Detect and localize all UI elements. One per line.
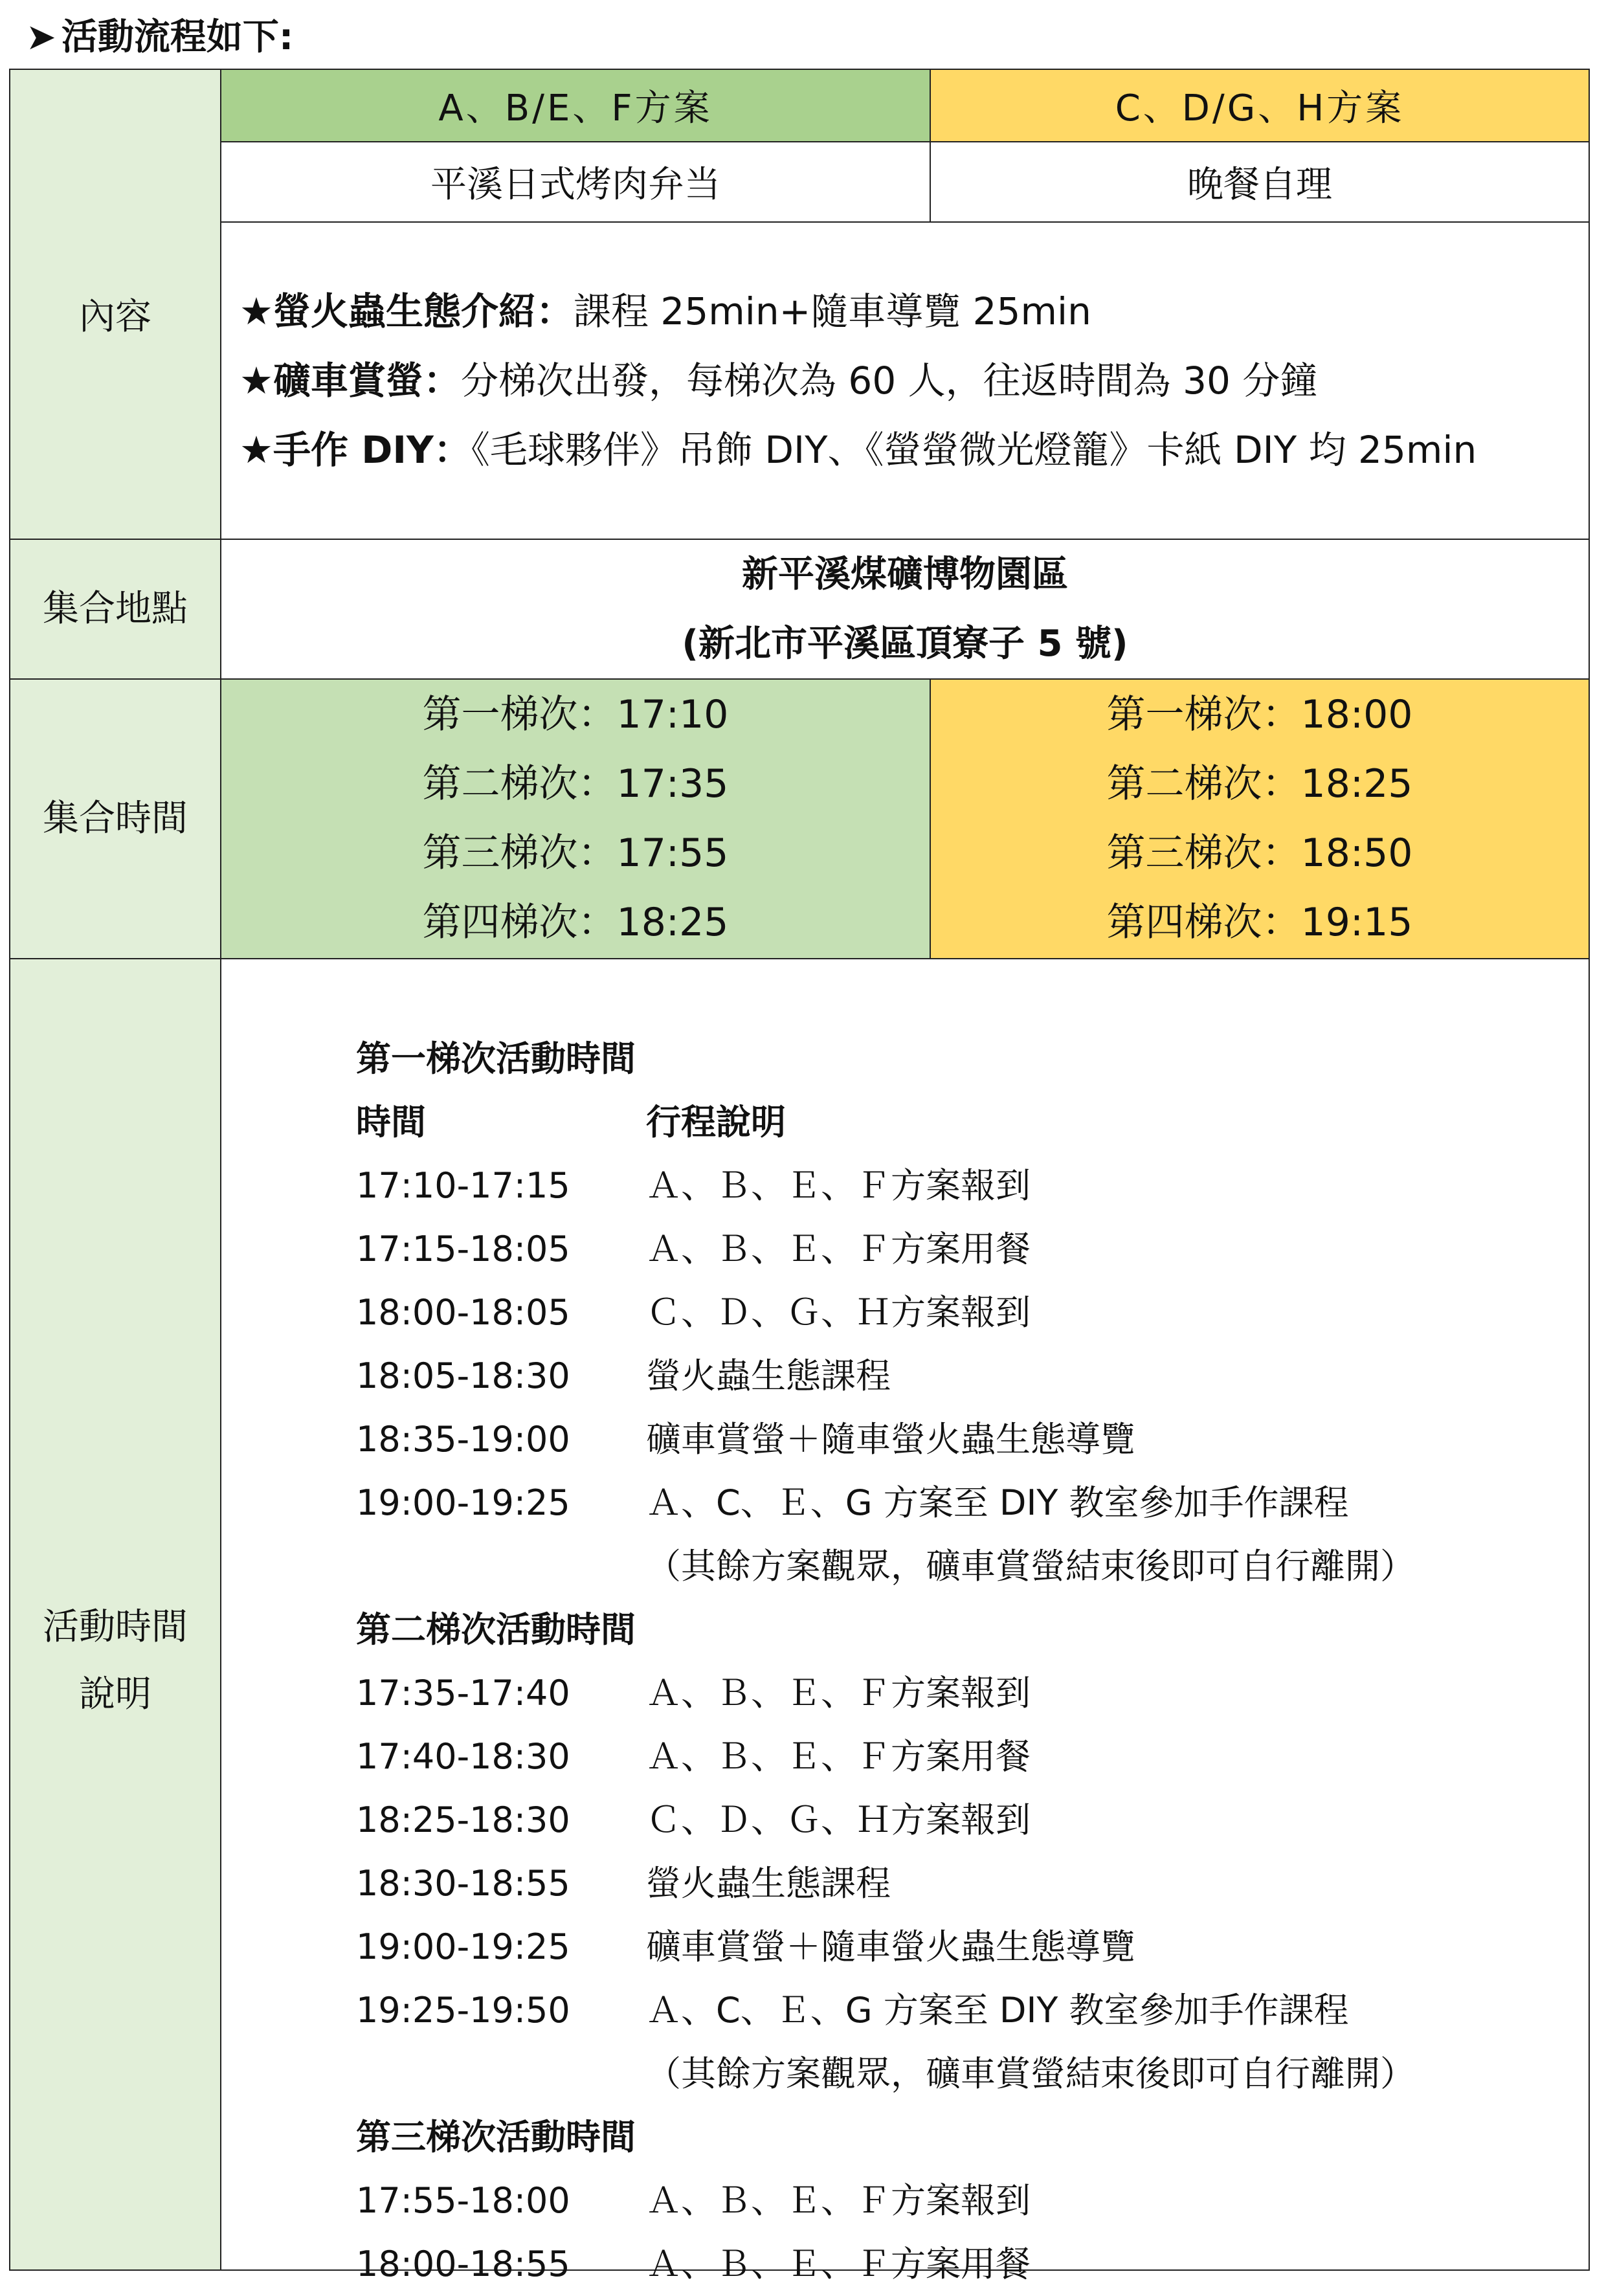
schedule-desc: Ａ、Ｂ、Ｅ、Ｆ方案報到 <box>646 1673 1031 1713</box>
batch-title: 第三梯次活動時間 <box>356 2117 636 2157</box>
schedule-desc: Ａ、Ｂ、Ｅ、Ｆ方案用餐 <box>646 1736 1031 1777</box>
label-place-cell <box>9 539 221 680</box>
time-item: 第四梯次：19:15 <box>1106 900 1413 945</box>
meal-left: 平溪日式烤肉弁当 <box>430 164 720 206</box>
schedule-time: 19:25-19:50 <box>356 1990 570 2031</box>
schedule-desc: （其餘方案觀眾，礦車賞螢結束後即可自行離開） <box>646 2053 1415 2094</box>
time-item: 第一梯次：17:10 <box>422 692 729 737</box>
label-time-cell <box>9 678 221 959</box>
content-item: ★手作 DIY：《毛球夥伴》吊飾 DIY、《螢螢微光燈籠》卡紙 DIY 均 25min <box>240 428 1477 472</box>
label-content: 內容 <box>79 296 151 338</box>
place-name: 新平溪煤礦博物園區 <box>742 553 1068 596</box>
content-list <box>240 277 1477 485</box>
time-item: 第四梯次：18:25 <box>422 900 729 945</box>
schedule-desc: 螢火蟲生態課程 <box>646 1355 891 1396</box>
schedule-desc: 礦車賞螢＋隨車螢火蟲生態導覽 <box>646 1926 1135 1967</box>
plan-left-header <box>220 69 931 142</box>
place-cell <box>220 539 1590 680</box>
schedule-time: 18:35-19:00 <box>356 1419 570 1460</box>
schedule-desc: Ａ、Ｂ、Ｅ、Ｆ方案報到 <box>646 2180 1031 2221</box>
label-schedule-cell <box>9 958 221 2271</box>
schedule-time: 17:35-17:40 <box>356 1673 570 1713</box>
meal-left-cell <box>220 141 931 223</box>
schedule-time: 17:40-18:30 <box>356 1736 570 1777</box>
schedule-time: 19:00-19:25 <box>356 1482 570 1523</box>
schedule-time: 17:55-18:00 <box>356 2180 570 2221</box>
section-heading <box>26 12 293 63</box>
schedule-time: 18:30-18:55 <box>356 1863 570 1904</box>
schedule-time: 19:00-19:25 <box>356 1926 570 1967</box>
batch-title: 第一梯次活動時間 <box>356 1038 636 1079</box>
batch-title: 第二梯次活動時間 <box>356 1609 636 1650</box>
time-item: 第三梯次：18:50 <box>1106 830 1413 876</box>
schedule-time: 17:10-17:15 <box>356 1165 570 1206</box>
meal-right-cell <box>930 141 1590 223</box>
time-item: 第一梯次：18:00 <box>1106 692 1413 737</box>
schedule-desc: Ｃ、Ｄ、Ｇ、Ｈ方案報到 <box>646 1292 1031 1333</box>
schedule-desc: Ｃ、Ｄ、Ｇ、Ｈ方案報到 <box>646 1800 1031 1840</box>
schedule-time: 18:05-18:30 <box>356 1355 570 1396</box>
content-item: ★礦車賞螢：分梯次出發，每梯次為 60 人，往返時間為 30 分鐘 <box>240 359 1318 403</box>
time-item: 第三梯次：17:55 <box>422 830 729 876</box>
schedule-desc: Ａ、C、Ｅ、G 方案至 DIY 教室參加手作課程 <box>646 1482 1349 1523</box>
schedule-desc: （其餘方案觀眾，礦車賞螢結束後即可自行離開） <box>646 1546 1415 1587</box>
schedule-desc: Ａ、Ｂ、Ｅ、Ｆ方案報到 <box>646 1165 1031 1206</box>
schedule-time: 18:00-18:05 <box>356 1292 570 1333</box>
label-place: 集合地點 <box>43 588 188 630</box>
time-item: 第二梯次：18:25 <box>1106 761 1413 807</box>
times-left-cell <box>220 678 931 959</box>
arrow-icon: ➤ <box>26 16 56 58</box>
label-schedule-line-2: 說明 <box>79 1673 151 1715</box>
schedule-time: 時間 <box>356 1102 426 1142</box>
label-time: 集合時間 <box>43 797 188 840</box>
schedule-time: 18:00-18:55 <box>356 2244 570 2284</box>
place-address: (新北市平溪區頂寮子 5 號) <box>682 623 1128 665</box>
schedule-time: 18:25-18:30 <box>356 1800 570 1840</box>
label-content-cell <box>9 69 221 540</box>
schedule-desc: Ａ、Ｂ、Ｅ、Ｆ方案用餐 <box>646 2244 1031 2284</box>
content-item: ★螢火蟲生態介紹：課程 25min+隨車導覽 25min <box>240 289 1091 333</box>
plan-left-label: A、B/E、F方案 <box>438 87 713 129</box>
plan-right-header <box>930 69 1590 142</box>
schedule-desc: Ａ、C、Ｅ、G 方案至 DIY 教室參加手作課程 <box>646 1990 1349 2031</box>
times-right-cell <box>930 678 1590 959</box>
meal-right: 晚餐自理 <box>1187 164 1332 206</box>
heading-text: 活動流程如下: <box>61 16 294 58</box>
schedule-time: 17:15-18:05 <box>356 1229 570 1269</box>
schedule-desc: 行程說明 <box>646 1102 786 1142</box>
schedule-desc: Ａ、Ｂ、Ｅ、Ｆ方案用餐 <box>646 1229 1031 1269</box>
plan-right-label: C、D/G、H方案 <box>1115 87 1405 129</box>
time-item: 第二梯次：17:35 <box>422 761 729 807</box>
schedule-desc: 螢火蟲生態課程 <box>646 1863 891 1904</box>
label-schedule-line-1: 活動時間 <box>43 1606 188 1648</box>
schedule-desc: 礦車賞螢＋隨車螢火蟲生態導覽 <box>646 1419 1135 1460</box>
